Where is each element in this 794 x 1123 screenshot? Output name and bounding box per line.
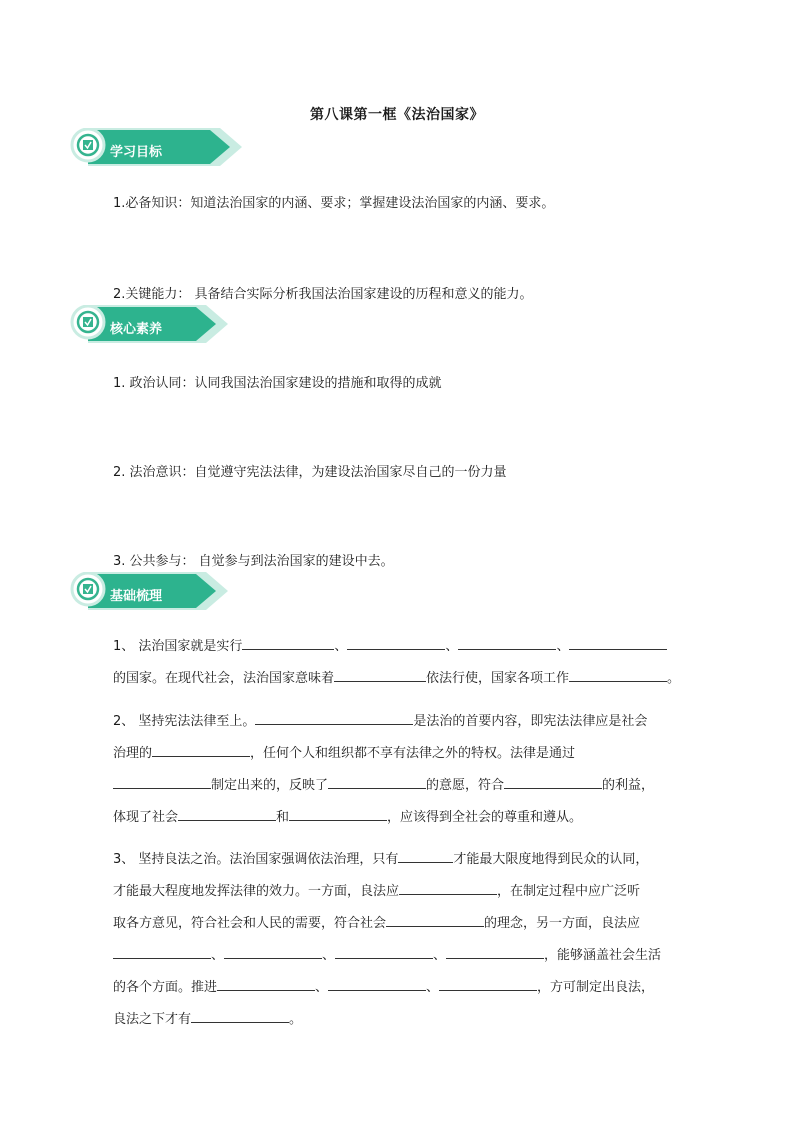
text: 依法行使，国家各项工作 [426, 671, 570, 686]
text: 3、 坚持良法之治。法治国家强调依法治理，只有 [113, 852, 399, 867]
answer-blank[interactable] [439, 976, 537, 991]
answer-blank[interactable] [446, 944, 544, 959]
text: 、 [322, 948, 336, 963]
fill-in-paragraph-3 [113, 848, 688, 1040]
text: 取各方意见，符合社会和人民的需要，符合社会 [113, 916, 387, 931]
text: 、 [334, 639, 348, 654]
text: 的国家。在现代社会，法治国家意味着 [113, 671, 335, 686]
text: 治理的 [113, 746, 153, 761]
section-banner-literacy [70, 305, 245, 343]
page-title: 第八课第一框《法治国家》 [310, 107, 484, 123]
answer-blank[interactable] [334, 667, 426, 682]
text: 的各个方面。推进 [113, 980, 218, 995]
text: 、 [315, 980, 329, 995]
answer-blank[interactable] [217, 976, 315, 991]
answer-blank[interactable] [224, 944, 322, 959]
answer-blank[interactable] [569, 635, 667, 650]
text: 2、 坚持宪法法律至上。 [113, 714, 256, 729]
answer-blank[interactable] [386, 912, 484, 927]
fill-in-paragraph-2 [113, 710, 688, 838]
text: 良法之下才有 [113, 1012, 192, 1027]
text: 的意愿，符合 [426, 778, 505, 793]
answer-blank[interactable] [113, 944, 211, 959]
section-label: 核心素养 [110, 322, 163, 335]
text: 体现了社会 [113, 810, 179, 825]
answer-blank[interactable] [569, 667, 667, 682]
answer-blank[interactable] [458, 635, 556, 650]
text: ，应该得到全社会的尊重和遵从。 [387, 810, 583, 825]
answer-blank[interactable] [504, 774, 602, 789]
goal-item: 1.必备知识：知道法治国家的内涵、要求；掌握建设法治国家的内涵、要求。 [113, 196, 555, 211]
answer-blank[interactable] [328, 774, 426, 789]
answer-blank[interactable] [152, 742, 250, 757]
answer-blank[interactable] [335, 944, 433, 959]
text: 、 [426, 980, 440, 995]
answer-blank[interactable] [191, 1008, 289, 1023]
text: 、 [211, 948, 225, 963]
text: 1、 法治国家就是实行 [113, 639, 243, 654]
literacy-item: 2. 法治意识：自觉遵守宪法法律，为建设法治国家尽自己的一份力量 [113, 465, 507, 480]
answer-blank[interactable] [328, 976, 426, 991]
text: 的理念，另一方面，良法应 [484, 916, 641, 931]
answer-blank[interactable] [178, 806, 276, 821]
section-label: 学习目标 [110, 145, 163, 158]
text: ，任何个人和组织都不享有法律之外的特权。法律是通过 [250, 746, 576, 761]
answer-blank[interactable] [242, 635, 334, 650]
text: 。 [289, 1012, 303, 1027]
section-banner-goals [70, 128, 245, 166]
text: ，在制定过程中应广泛听 [497, 884, 641, 899]
section-banner-basics [70, 572, 245, 610]
text: 、 [556, 639, 570, 654]
answer-blank[interactable] [289, 806, 387, 821]
goal-item: 2.关键能力： 具备结合实际分析我国法治国家建设的历程和意义的能力。 [113, 287, 533, 302]
answer-blank[interactable] [347, 635, 445, 650]
text: 和 [276, 810, 290, 825]
literacy-item: 1. 政治认同：认同我国法治国家建设的措施和取得的成就 [113, 376, 442, 391]
answer-blank[interactable] [113, 774, 211, 789]
fill-in-paragraph-1 [113, 635, 688, 699]
text: ，方可制定出良法， [537, 980, 655, 995]
literacy-item: 3. 公共参与： 自觉参与到法治国家的建设中去。 [113, 554, 394, 569]
answer-blank[interactable] [398, 848, 453, 863]
text: 、 [445, 639, 459, 654]
answer-blank[interactable] [255, 710, 413, 725]
text: 的利益， [602, 778, 655, 793]
text: 是法治的首要内容，即宪法法律应是社会 [413, 714, 648, 729]
text: ，能够涵盖社会生活 [544, 948, 662, 963]
text: 才能最大程度地发挥法律的效力。一方面，良法应 [113, 884, 400, 899]
answer-blank[interactable] [399, 880, 497, 895]
text: 才能最大限度地得到民众的认同， [453, 852, 649, 867]
text: 、 [433, 948, 447, 963]
text: 制定出来的，反映了 [211, 778, 329, 793]
text: 。 [667, 671, 681, 686]
section-label: 基础梳理 [110, 589, 163, 602]
